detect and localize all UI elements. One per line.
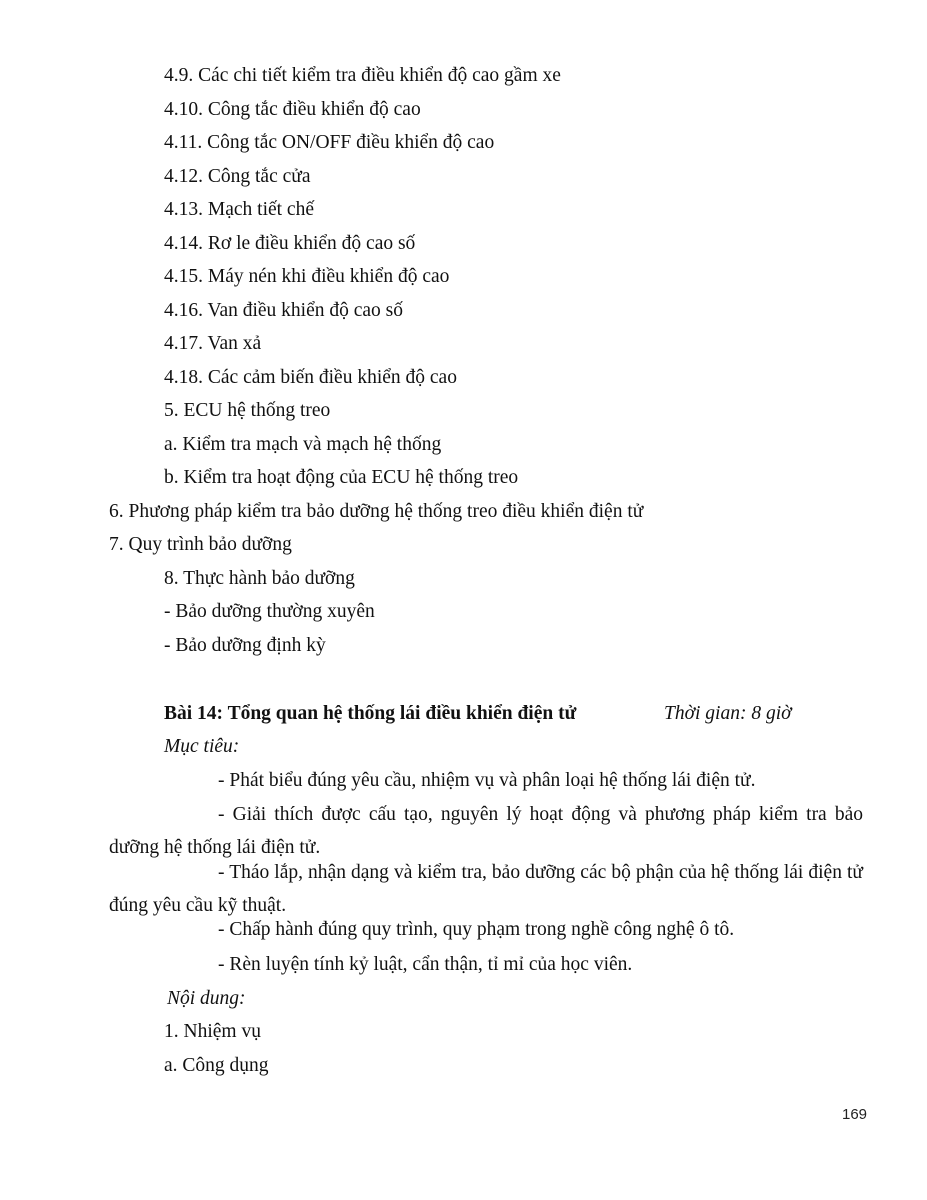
outline-item: a. Kiểm tra mạch và mạch hệ thống: [164, 434, 442, 455]
outline-item: 4.12. Công tắc cửa: [164, 166, 311, 187]
outline-item: 4.15. Máy nén khi điều khiển độ cao: [164, 266, 450, 287]
outline-item: 6. Phương pháp kiểm tra bảo dưỡng hệ thống treo điều khiển điện tử: [109, 501, 644, 522]
outline-item: 4.18. Các cảm biến điều khiển độ cao: [164, 367, 457, 388]
objective-item: - Rèn luyện tính kỷ luật, cẩn thận, tỉ mỉ của học viên.: [218, 954, 633, 975]
page-number: 169: [842, 1106, 868, 1123]
objective-item: - Giải thích được cấu tạo, nguyên lý hoạt động và phương pháp kiểm tra bảo dưỡng hệ thống lái điện tử.: [109, 804, 863, 858]
outline-item: 4.17. Van xả: [164, 333, 262, 354]
outline-item: 5. ECU hệ thống treo: [164, 400, 331, 421]
outline-item: 7. Quy trình bảo dưỡng: [109, 534, 292, 555]
outline-item: - Bảo dưỡng thường xuyên: [164, 601, 375, 622]
objective-item: - Phát biểu đúng yêu cầu, nhiệm vụ và phân loại hệ thống lái điện tử.: [218, 770, 756, 791]
content-item: 1. Nhiệm vụ: [164, 1021, 261, 1042]
outline-item: 4.10. Công tắc điều khiển độ cao: [164, 99, 421, 120]
outline-item: 4.13. Mạch tiết chế: [164, 199, 314, 220]
content-item: a. Công dụng: [164, 1055, 269, 1076]
lesson-duration: Thời gian: 8 giờ: [664, 703, 792, 724]
lesson-title: Bài 14: Tổng quan hệ thống lái điều khiển điện tử: [164, 703, 577, 724]
outline-item: b. Kiểm tra hoạt động của ECU hệ thống treo: [164, 467, 519, 488]
outline-item: 4.16. Van điều khiển độ cao số: [164, 300, 404, 321]
outline-item: 4.14. Rơ le điều khiển độ cao số: [164, 233, 416, 254]
objectives-label: Mục tiêu:: [164, 736, 240, 757]
outline-item: 4.9. Các chi tiết kiểm tra điều khiển độ cao gầm xe: [164, 65, 561, 86]
content-label: Nội dung:: [167, 988, 246, 1009]
outline-item: 4.11. Công tắc ON/OFF điều khiển độ cao: [164, 132, 495, 153]
objective-item: - Chấp hành đúng quy trình, quy phạm trong nghề công nghệ ô tô.: [218, 919, 735, 940]
objective-item: - Tháo lắp, nhận dạng và kiểm tra, bảo dưỡng các bộ phận của hệ thống lái điện tử đúng yêu cầu kỹ thuật.: [109, 862, 863, 916]
outline-item: 8. Thực hành bảo dưỡng: [164, 568, 355, 589]
outline-item: - Bảo dưỡng định kỳ: [164, 635, 326, 656]
